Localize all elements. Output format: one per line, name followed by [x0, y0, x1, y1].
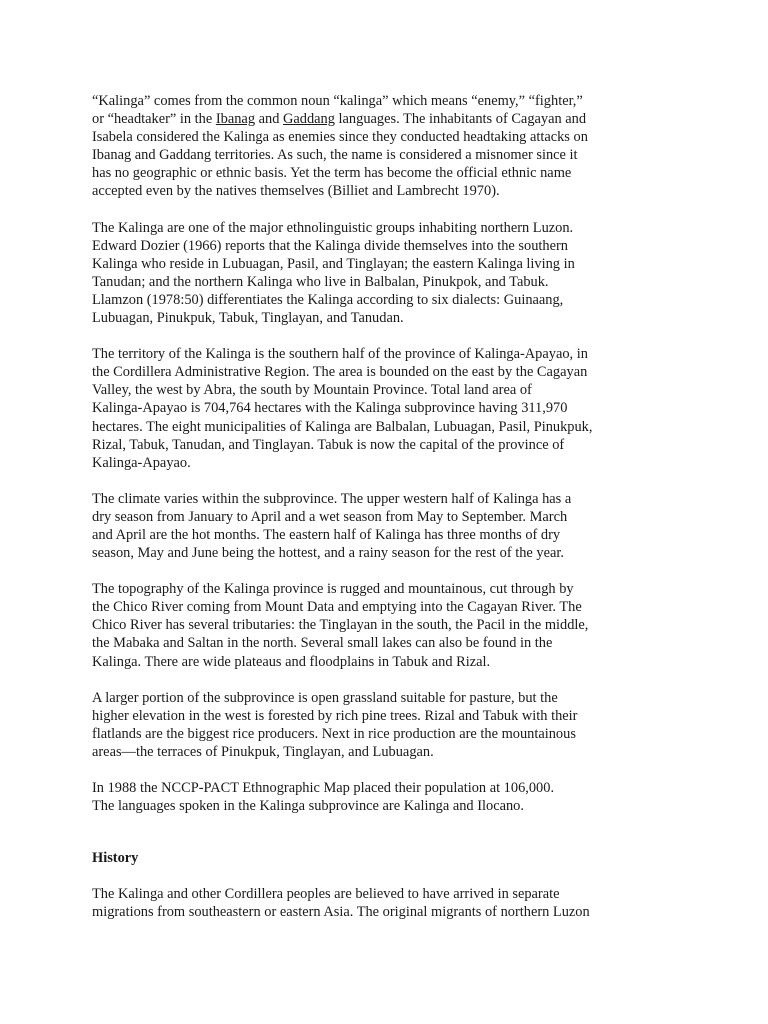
- text-line: Kalinga. There are wide plateaus and floodplains in Tabuk and Rizal.: [92, 653, 491, 670]
- paragraph: [92, 219, 628, 328]
- text-line: migrations from southeastern or eastern Asia. The original migrants of northern Luzon: [92, 904, 590, 921]
- text-line: Kalinga who reside in Lubuagan, Pasil, and Tinglayan; the eastern Kalinga living in: [92, 255, 575, 272]
- text-run: and: [255, 111, 283, 128]
- history-paragraph: [92, 885, 628, 921]
- text-line: In 1988 the NCCP-PACT Ethnographic Map placed their population at 106,000.: [92, 780, 555, 796]
- text-line: accepted even by the natives themselves (Billiet and Lambrecht 1970).: [92, 183, 500, 200]
- text-line: The languages spoken in the Kalinga subprovince are Kalinga and Ilocano.: [92, 798, 524, 815]
- paragraph: [92, 779, 628, 815]
- text-line: Kalinga-Apayao.: [92, 454, 191, 471]
- text-line: The Kalinga and other Cordillera peoples are believed to have arrived in separate: [92, 886, 560, 903]
- text-line: [92, 110, 628, 128]
- underlined-term: Ibanag: [215, 111, 256, 128]
- text-line: flatlands are the biggest rice producers. Next in rice production are the mountainous: [92, 725, 576, 742]
- text-line: Valley, the west by Abra, the south by Mountain Province. Total land area of: [92, 382, 532, 399]
- text-run: languages. The inhabitants of Cagayan and: [334, 111, 587, 128]
- text-line: Rizal, Tabuk, Tanudan, and Tinglayan. Tabuk is now the capital of the province of: [92, 436, 565, 453]
- text-line: Edward Dozier (1966) reports that the Kalinga divide themselves into the southern: [92, 237, 568, 254]
- text-line: higher elevation in the west is forested by rich pine trees. Rizal and Tabuk with their: [92, 707, 578, 724]
- text-line: “Kalinga” comes from the common noun “kalinga” which means “enemy,” “fighter,”: [92, 93, 583, 109]
- text-line: The Kalinga are one of the major ethnolinguistic groups inhabiting northern Luzon.: [92, 219, 574, 236]
- body-text: [92, 92, 628, 815]
- text-line: hectares. The eight municipalities of Kalinga are Balbalan, Lubuagan, Pasil, Pinukpuk,: [92, 418, 593, 435]
- text-line: Ibanag and Gaddang territories. As such, the name is considered a misnomer since it: [92, 147, 578, 164]
- underlined-term: Gaddang: [283, 111, 335, 128]
- section-heading-history: History: [92, 850, 139, 867]
- paragraph: [92, 580, 628, 670]
- text-line: the Chico River coming from Mount Data and emptying into the Cagayan River. The: [92, 599, 582, 616]
- text-line: Llamzon (1978:50) differentiates the Kalinga according to six dialects: Guinaang,: [92, 291, 564, 308]
- paragraph: [92, 490, 628, 562]
- paragraph: [92, 92, 628, 201]
- text-line: and April are the hot months. The eastern half of Kalinga has three months of dry: [92, 526, 561, 543]
- text-line: areas—the terraces of Pinukpuk, Tinglayan, and Lubuagan.: [92, 743, 434, 760]
- text-line: the Cordillera Administrative Region. The area is bounded on the east by the Cagayan: [92, 364, 588, 381]
- paragraph: [92, 689, 628, 761]
- text-line: The topography of the Kalinga province is rugged and mountainous, cut through by: [92, 581, 574, 598]
- text-line: season, May and June being the hottest, and a rainy season for the rest of the year.: [92, 545, 564, 562]
- text-line: Tanudan; and the northern Kalinga who live in Balbalan, Pinukpok, and Tabuk.: [92, 273, 549, 290]
- text-line: The territory of the Kalinga is the southern half of the province of Kalinga-Apayao, in: [92, 346, 588, 363]
- text-line: Lubuagan, Pinukpuk, Tabuk, Tinglayan, and Tanudan.: [92, 310, 404, 327]
- text-line: the Mabaka and Saltan in the north. Several small lakes can also be found in the: [92, 635, 553, 652]
- text-line: Kalinga-Apayao is 704,764 hectares with the Kalinga subprovince having 311,970: [92, 400, 568, 417]
- text-line: dry season from January to April and a wet season from May to September. March: [92, 508, 568, 525]
- text-line: A larger portion of the subprovince is open grassland suitable for pasture, but the: [92, 689, 558, 706]
- text-line: Chico River has several tributaries: the Tinglayan in the south, the Pacil in the middle,: [92, 617, 589, 634]
- paragraph: [92, 345, 628, 472]
- text-line: The climate varies within the subprovince. The upper western half of Kalinga has a: [92, 490, 572, 507]
- text-line: Isabela considered the Kalinga as enemies since they conducted headtaking attacks on: [92, 129, 588, 146]
- text-run: or “headtaker” in the: [92, 111, 216, 128]
- text-line: has no geographic or ethnic basis. Yet the term has become the official ethnic name: [92, 165, 572, 182]
